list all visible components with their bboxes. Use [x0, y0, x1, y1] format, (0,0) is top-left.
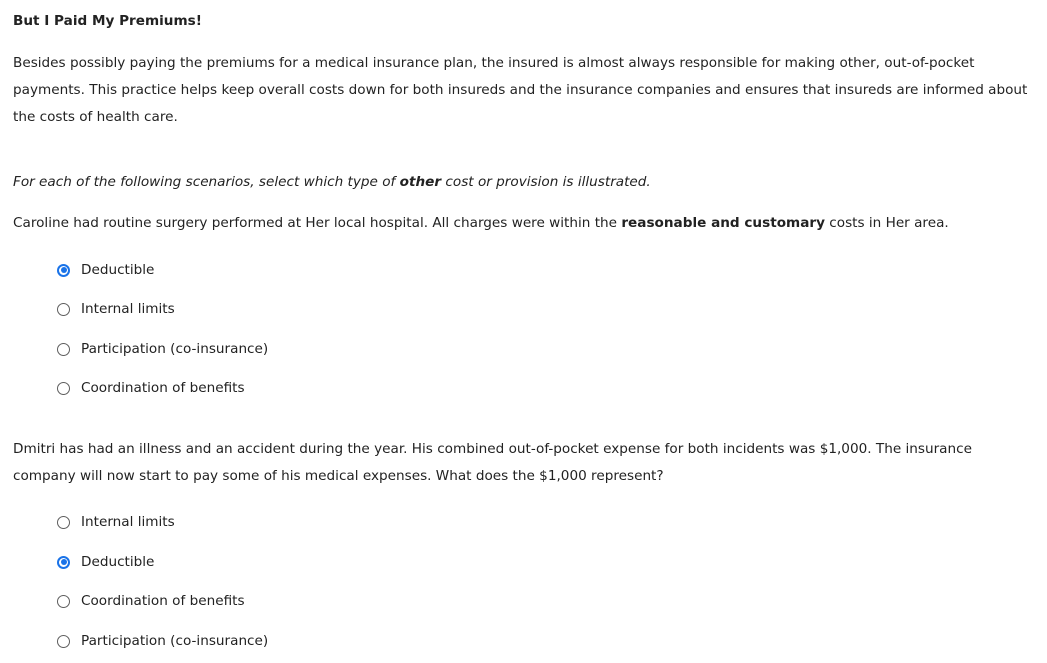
option-label: Internal limits	[81, 514, 175, 530]
option-label: Coordination of benefits	[81, 380, 245, 396]
instruction-after: cost or provision is illustrated.	[441, 174, 651, 190]
radio-button[interactable]	[57, 635, 70, 648]
radio-button[interactable]	[57, 343, 70, 356]
option-label: Participation (co-insurance)	[81, 633, 269, 649]
q2-option-coordination[interactable]	[57, 592, 245, 610]
page-title: But I Paid My Premiums!	[13, 13, 202, 29]
q1-option-coordination[interactable]	[57, 379, 245, 397]
radio-button[interactable]	[57, 264, 70, 277]
option-label: Deductible	[81, 262, 155, 278]
question-1-bold: reasonable and customary	[621, 215, 825, 231]
question-1-before: Caroline had routine surgery performed at Her local hospital. All charges were within the	[13, 215, 622, 231]
option-label: Deductible	[81, 554, 155, 570]
option-label: Coordination of benefits	[81, 593, 245, 609]
q2-option-deductible[interactable]	[57, 553, 154, 571]
q1-option-internal-limits[interactable]	[57, 300, 175, 318]
instruction-bold: other	[399, 174, 442, 190]
instruction-before: For each of the following scenarios, select which type of	[13, 174, 400, 190]
option-label: Internal limits	[81, 301, 175, 317]
question-1-after: costs in Her area.	[824, 215, 949, 231]
radio-button[interactable]	[57, 303, 70, 316]
radio-button[interactable]	[57, 595, 70, 608]
q1-option-deductible[interactable]	[57, 261, 154, 279]
radio-button[interactable]	[57, 516, 70, 529]
option-label: Participation (co-insurance)	[81, 341, 269, 357]
intro-paragraph: Besides possibly paying the premiums for a medical insurance plan, the insured is almost always responsible for making other, out-of-pocket payments. This practice helps keep overall costs down for both insureds and the insurance companies and ensures that insureds are informed about the costs of health care.	[13, 55, 1028, 125]
q1-option-participation[interactable]	[57, 340, 268, 358]
q2-option-internal-limits[interactable]	[57, 513, 175, 531]
question-1-text	[13, 210, 1038, 237]
question-2-text: Dmitri has had an illness and an accident during the year. His combined out-of-pocket expense for both incidents was $1,000. The insurance company will now start to pay some of his medical expenses. What does the $1,000 represent?	[13, 441, 972, 484]
radio-button[interactable]	[57, 382, 70, 395]
instruction-text	[13, 174, 651, 190]
radio-button[interactable]	[57, 556, 70, 569]
q2-option-participation[interactable]	[57, 632, 268, 650]
